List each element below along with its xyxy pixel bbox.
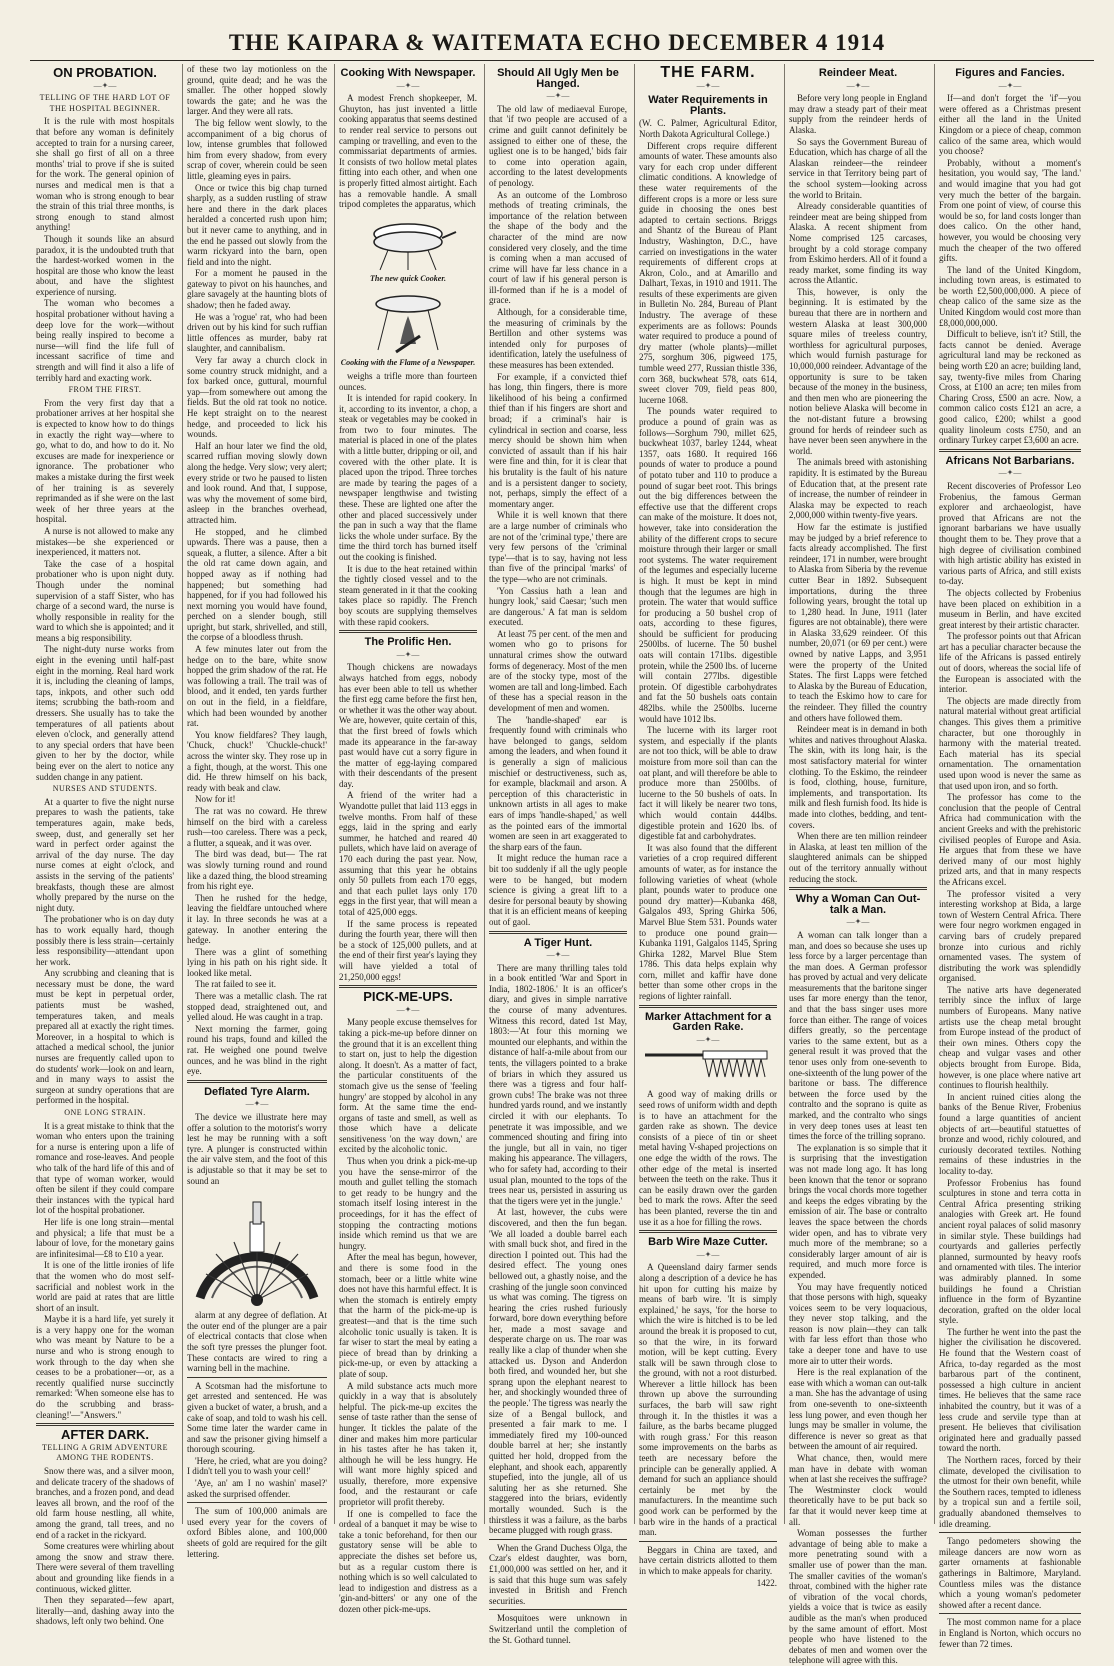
headline-barb-wire-maze-cutter: Barb Wire Maze Cutter.	[648, 1236, 768, 1249]
column-7	[934, 64, 1085, 1649]
paragraph: Probably, without a moment's hesitation, you would say, 'The land.' and would imagine that you had got very much the better of the bargain. From one point of view, of course this would be so, for land costs longer than does calico. On the other hand, however, you would be choosing very much the cheaper of the two offered gifts.	[939, 157, 1081, 264]
paragraph: There are many thrilling tales told in a book entitled 'War and Sport in India, 1802-1806.' It is an officer's diary, and gives in simple narrative the course of many adventures. Witness this record, dated 1st May, 1803:—'At four this morning we mounted our elephants, and within the distance of half-a-mile about from our tents, the villagers pointed to a brake of briars in which they assured us there was a tigress and four half-grown cubs! The brake was not three hundred yards round, and we instantly circled it with our elephants. To penetrate it was impossible, and we commenced shouting and firing into the jungle, but all in vain, no tiger making his appearance. The villagers, who for safety had, according to their usual plan, mounted to the tops of the trees near us, persisted in assuring us that the tigers were yet in the jungle.'	[489, 962, 627, 1206]
paragraph: Take the case of a hospital probationer who is upon night duty. Though under the nominal supervision of a staff Sister, who has charge of a second ward, the nurse is wholly responsible in reality for the ward to which she is appointed; and it means a big responsibility.	[36, 558, 174, 643]
paragraph: 'Yon Cassius hath a lean and hungry look,' said Caesar; 'such men are dangerous.' A fat man is seldom executed.	[489, 585, 627, 628]
ornament: —✦—	[396, 80, 420, 90]
paragraph: The old law of mediaeval Europe, that 'if two people are accused of a crime and guilt cannot definitely be assigned to either one of these, the ugliest one is to be hanged,' bids fair to come into operation again, according to the latest developments of penology.	[489, 103, 627, 188]
paragraph: Many people excuse themselves for taking a pick-me-up before dinner on the ground that it is an excellent thing to start on, just to help the digestion along. It doesn't. As a matter of fact, the particular constituents of the stomach give us the sense of 'feeling hungry' are stopped by alcohol in any form. At the same time the end-organs of taste and smell, as well as those which have a delicate sensitiveness 'on the way down,' are excited by the alcoholic tonic.	[339, 1017, 477, 1155]
divider	[489, 931, 627, 934]
paragraph: The night-duty nurse works from eight in the evening until half-past eight in the morning. Real hard work it is, including the cleaning of lamps, taps, inkpots, and other such odd items; scrubbing the bath-room and dressers. She usually has to take the temperatures of all patients about eleven o'clock, and generally attend to any special orders that have been given to her by the doctor, while being ever on the alert to notice any sudden change in any patient.	[36, 644, 174, 782]
paragraph: The lucerne with its larger root system, and especially if the plants are not too thick, will be able to draw moisture from more soil than can the oat plant, and will therefore be able to produce more than 2500lbs. of lucerne to the 50 bushels of oats. In fact it will likely be nearer two tons, which would contain 444lbs. digestible protein and 1620 lbs. of digestible fat and carbohydrates.	[639, 725, 777, 842]
headline-the-farm: THE FARM.	[660, 64, 756, 81]
paragraph: Though it sounds like an absurd paradox, it is the undoubted truth that the hardest-worked women in the hospital are those who know the least about, and have the slightest experience of nursing.	[36, 233, 174, 297]
headline-should-all-ugly-men-be-hanged: Should All Ugly Men be Hanged.	[497, 67, 619, 90]
paragraph: A mild substance acts much more quickly in a way that is absolutely helpful. The pick-me-up excites the sense of taste rather than the sense of hunger. It tickles the palate of the diner and makes him more particular in his tastes after he has taken it, although he will be less hungry. He will want more highly spiced and usually, therefore, more expensive food, and the restaurant or cafe proprietor will profit thereby.	[339, 1380, 477, 1508]
paragraph: weighs a trifle more than fourteen ounces.	[339, 370, 477, 392]
paragraph: The professor visited a very interesting workshop at Bida, a large town of Western Central Africa. There were four negro workmen engaged in carving bars of crudely prepared bronze into curious and richly ornamented vases. The system of distributing the work was splendidly organised.	[939, 888, 1081, 984]
paragraph: Her life is one long strain—mental and physical; a life that must be a labour of love, for the monetary gains are infinitesimal—£8 to £10 a year.	[36, 1216, 174, 1259]
paragraph: How far the estimate is justified may be judged by a brief reference to facts already accomplished. The first reindeer, 171 in number, were brought to Alaska from Siberia by the revenue cutter Bear in 1892. Subsequent importations, during the three following years, brought the total up to 1,280 head. In June, 1911 (later figures are not obtainable), there were in Alaska 33,629 reindeer. Of this number, 20,071 (or 69 per cent.) were owned by native Lapps, and 3,951 were the property of the United States. The first Lapps were fetched to Alaska by the Bureau of Education, to teach the Eskimo how to care for the reindeer. They filled the country and others have followed them.	[789, 521, 927, 723]
divider	[187, 1502, 327, 1503]
paragraph: Mosquitoes were unknown in Switzerland until the completion of the St. Gothard tunnel.	[489, 1613, 627, 1645]
paragraph: So says the Government Bureau of Education, which has charge of all the Alaskan reindeer—the reindeer service in that Territory being part of the school system—looking across the world to Britain.	[789, 136, 927, 200]
ornament: —✦—	[396, 649, 420, 659]
paragraph: After the meal has begun, however, and there is some food in the stomach, beer or a little white wine does not have this harmful effect. It is when the stomach is entirely empty that the harm of the pick-me-up is greatest—and that is the time such alcoholic tonic usually is taken. It is far wiser to start the meal by eating a piece of bread than by drinking a pick-me-up, or even by attacking a plate of soup.	[339, 1252, 477, 1379]
column-1	[32, 64, 178, 1627]
paragraph: If the same process is repeated during the fourth year, there will then be a stock of 125,000 pullets, and at the end of their first year's laying they will have yielded a total of 21,250,000 eggs!	[339, 918, 477, 982]
caption: Cooking with the Flame of a Newspaper.	[340, 358, 476, 368]
byline: (W. C. Palmer, Agricultural Editor, North Dakota Agricultural College.)	[639, 118, 777, 139]
paragraph: 'Here, he cried, what are you doing? I didn't tell you to wash your cell!'	[187, 1455, 327, 1477]
paragraph: From the very first day that a probationer arrives at her hospital she is expected to know how to do things in exactly the right way—where to go, what to do, and how to do it. No excuses are made for inexperience or ignorance. The probationer who makes a mistake during the first week of her training is as severely reprimanded as if she were on the last week of her three years at the hospital.	[36, 397, 174, 525]
paragraph: A friend of the writer had a Wyandotte pullet that laid 113 eggs in twelve months. From half of these eggs, laid in the spring and early summer, he hatched and reared 40 pullets, which have laid on average of 170 each during the past year. Now, assuming that this year he obtains only 50 pullets from each 170 eggs, and that each pullet lays only 170 eggs in the first year, that will mean a total of 425,000 eggs.	[339, 790, 477, 917]
paragraph: Some creatures were whirling about among the snow and straw there. There were several of them travelling about and grounding like fiends in a continuous, wicked glitter.	[36, 1541, 174, 1594]
paragraph: alarm at any degree of deflation. At the outer end of the plunger are a pair of electrical contacts that close when the soft tyre presses the plunger foot. These contacts are wired to ring a warning bell in the machine.	[187, 1310, 327, 1374]
paragraph: Professor Frobenius has found sculptures in stone and terra cotta in Central Africa presenting striking analogies with Greek art. He found ancient royal palaces of solid masonry in similar style. These buildings had courtyards and galleries perfectly planned, surmounted by heavy roofs and ornamented with tiles. The interior was admirably planned. In some buildings he found a Christian influence in the form of Byzantine decoration, grafted on the older local style.	[939, 1177, 1081, 1326]
column-2	[182, 64, 331, 1559]
paragraph: It is intended for rapid cookery. In it, according to its inventor, a chop, a steak or vegetables may be cooked in from two to four minutes. The material is placed in one of the plates with a little butter, dripping or oil, and covered with the other plate. It is placed upon the tripod. Three torches are made by tearing the pages of a newspaper lengthwise and twisting these. These are lighted one after the other and placed successively under the pan in such a way that the flame licks the whole under surface. By the time the third torch has burned itself out the cooking is finished.	[339, 393, 477, 562]
paragraph: Difficult to believe, isn't it? Still, the facts cannot be denied. Average agricultural land may be reckoned as being worth £20 an acre; building land, say, twenty-five miles from Charing Cross, at £100 an acre; ten miles from Charing Cross, £500 an acre. Now, a common calico costs £121 an acre, a good calico, £200; whilst a good quality linoleum costs £750, and an ordinary Turkey carpet £3,600 an acre.	[939, 329, 1081, 446]
ornament: —✦—	[696, 1249, 720, 1259]
column-4	[484, 64, 631, 1645]
column-5	[634, 64, 781, 1588]
paragraph: The professor points out that African art has a peculiar character because the life of the Africans is passed entirely out of doors, whereas the social life of the European is associated with the interior.	[939, 631, 1081, 695]
paragraph: The rat was no coward. He threw himself on the bird with a careless rush—too careless. There was a peck, a flutter, a squeak, and it was over.	[187, 805, 327, 848]
paragraph: The woman who becomes a hospital probationer without having a deep love for the work—without being really inspired to become a nurse—will find the life full of incessant sacrifice of time and strength and will find it also a life of terribly hard and exacting work.	[36, 298, 174, 383]
paragraph: It might reduce the human race a bit too suddenly if all the ugly people were to be hanged, but modern science is giving a great lift to a desire for personal beauty by showing that it is an efficient means of keeping out of gaol.	[489, 853, 627, 927]
paragraph: There was a glint of something lying in his path on his right side. It looked like metal.	[187, 946, 327, 978]
paragraph: Before very long people in England may draw a steady part of their meat supply from the reindeer herds of Alaska.	[789, 93, 927, 135]
divider	[187, 1080, 327, 1083]
paragraph: The native arts have degenerated terribly since the influx of large numbers of Europeans. Many native artists use the cheap metal brought from Europe instead of the product of their own mines. Others copy the cheap and vulgar vases and other objects brought from Europe. Bida, however, is one place where native art continues to flourish healthily.	[939, 984, 1081, 1091]
paragraph: The professor has come to the conclusion that the people of Central Africa had communication with the ancient Greeks and with the prehistoric civilised peoples of Europe and Asia. He argues that from these we have derived many of our most highly prized arts, and that in many respects the Africans excel.	[939, 792, 1081, 887]
paragraph: A Queensland dairy farmer sends along a description of a device he has hit upon for cutting his maize by means of barb wire. 'It is simply explained,' he says, 'for the horse to which the wire is hitched is to be led around the break it is proposed to cut, so that the wire, in its forward motion, will be kept cutting. Every stalk will be sawn through close to the ground, with not a root disturbed. Wherever a little hillock has been thrown up above the surrounding surfaces, the barb will saw right through it. In the thistles it was a failure, as the barbs became plugged with rough grass.' For this reason some improvements on the barbs as teeth are necessary before the principle can be generally applied. A demand for such an appliance should certainly be met by the manufacturers. In the meantime such good work can be performed by the barb wire in the hands of a practical man.	[639, 1262, 777, 1538]
paragraph: Reindeer meat is in demand in both whites and natives throughout Alaska. The skin, with its long hair, is the most satisfactory material for winter clothing. To the Eskimo, the reindeer is food, clothing, house, furniture, implements, and transportation. Its milk and flesh furnish food. Its hide is made into clothes, bedding, and tent-covers.	[789, 724, 927, 830]
paragraph: The Northern races, forced by their climate, developed the civilisation to the utmost for their own benefit, while the Southern races, tempted to idleness by a tropical sun and a fertile soil, gradually abandoned themselves to idle dreaming.	[939, 1455, 1081, 1529]
paragraph: At a quarter to five the night nurse prepares to wash the patients, take temperatures again, make beds, sweep, dust, and generally set her ward in perfect order against the arrival of the day nurse. The day nurse comes at eight o'clock, and assists in the serving of the patients' breakfasts, though these are almost wholly prepared by the nurse on the night duty.	[36, 796, 174, 913]
masthead: THE KAIPARA & WAITEMATA ECHO DECEMBER 4 1914	[228, 30, 886, 55]
divider	[639, 1005, 777, 1008]
paragraph: The further he went into the past the higher the civilisation he discovered. He found that the Western coast of Africa, to-day regarded as the most barbarous part of the continent, possessed a high culture in ancient times. He believes that the same race inhabited the country, but it was of a less crude and servile type than at present. He believes that civilisation originated here and gradually passed toward the north.	[939, 1326, 1081, 1454]
paragraph: Different crops require different amounts of water. These amounts also vary for each crop under different climatic conditions. A knowledge of these water requirements of the different crops is a more or less sure guide in choosing the ones best adapted to certain sections. Briggs and Shantz of the Bureau of Plant Industry, Washington, D.C., have carried on investigations in the water requirements of different crops at Akron, Colo., and at Amarillo and Dalhart, Texas, in 1910 and 1911. The results of these experiments are given in Bulletin No. 284, Bureau of Plant Industry. The average of these experiments are as follows: Pounds water required to produce a pound of dry matter (whole plants)—millet 275, sorghum 306, pigweed 175, tumble weed 277, Russian thistle 336, corn 368, buckwheat 578, oats 614, sweet clover 709, field peas 800, lucerne 1068.	[639, 140, 777, 405]
paragraph: Already considerable quantities of reindeer meat are being shipped from Alaska. A recent shipment from Nome comprised 125 carcases, brought by a cold storage company from Eskimo herders. All of it found a ready market, some finding its way across the Atlantic.	[789, 201, 927, 286]
paragraph: If one is compelled to face the ordeal of a banquet it may be wise to take a tonic beforehand, for then our gustatory sense will be able to appreciate the dishes set before us, but as a regular custom there is nothing which is so well calculated to lead to indigestion and distress as a 'gin-and-bitters' or any one of the dozen other pick-me-ups.	[339, 1508, 477, 1614]
paragraph: You know fieldfares? They laugh, 'Chuck, chuck!' 'Chuckle-chuck!' across the winter sky. They rose up in a fight, though, at the worst. This one did. He threw himself on his back, ready with beak and claw.	[187, 729, 327, 793]
paragraph: Snow there was, and a silver moon, and delicate tracery of the shadows of branches, and a frozen pond, and dead leaves all brown, and the roof of the old farm house nestling, all white, among the grand, tall trees, and no end of a racket in the rickyard.	[36, 1466, 174, 1540]
paragraph: Thus when you drink a pick-me-up you have the sense-mirror of the mouth and gullet telling the stomach to get ready to be hungry and the stomach itself losing interest in the proceedings, for it has the effect of stopping the contracting motions inside which remind us that we are hungry.	[339, 1156, 477, 1251]
headline-the-prolific-hen: The Prolific Hen.	[364, 636, 452, 649]
paragraph: The objects are made directly from natural material without great artificial changes. This gives them a primitive character, but one thoroughly in harmony with the material treated. Each material has its special ornamentation. The ornamentation used upon wood is never the same as that used upon iron, and so forth.	[939, 695, 1081, 791]
paragraph: Beggars in China are taxed, and have certain districts allotted to them in which to make appeals for charity.	[639, 1544, 777, 1576]
paragraph: The probationer who is on day duty has to work equally hard, though possibly there is less strain—certainly less responsibility—attendant upon her work.	[36, 914, 174, 967]
paragraph: Any scrubbing and cleaning that is necessary must be done, the ward must be kept in perpetual order, patients must be washed, temperatures taken, and meals prepared all at exactly the right times. Moreover, in a hospital to which is attached a medical school, the junior nurses are frequently called upon to do students' work—look on and learn, and in many ways to assist the surgeon at sundry operations that are performed in the hospital.	[36, 968, 174, 1106]
paragraph: The 'handle-shaped' ear is frequently found with criminals who have belonged to gangs, seldom among the leaders, and when found it is generally a sign of malicious mischief or destructiveness, such as, for example, blackmail and arson. A perception of this characteristic in unknown artists in all ages to make ears of imps 'handle-shaped,' as well as the pointed ears of the immortal women are seen in art exaggerated to the sharp ears of the faun.	[489, 714, 627, 852]
divider	[939, 1613, 1081, 1614]
newspaper-flame-illustration	[358, 286, 458, 356]
paragraph: A nurse is not allowed to make any mistakes—be she experienced or inexperienced, it matters not.	[36, 525, 174, 558]
paragraph: As an outcome of the Lombroso methods of treating criminals, the importance of the relation between the shape of the body and the character of the mind are now considered very closely, and the time is coming when a man accused of crime will have far less chance in a court of law if his general person is ill-formed than if he is a model of grace.	[489, 189, 627, 306]
paragraph: Though chickens are nowadays always hatched from eggs, nobody has ever been able to tell us whether the first egg came before the first hen, or whether it was the other way about. We are, however, quite certain of this, that the first breed of fowls which made its appearance in the far-away past would have cut a sorry figure in the matter of egg-laying compared with their descendants of the present day.	[339, 662, 477, 789]
quick-cooker-illustration	[358, 212, 458, 272]
paragraph: The big fellow went slowly, to the accompaniment of a big chorus of low, intense grumbles that followed him from every shadow, from every scrap of cover, wherein could be seen little, gleaming eyes in pairs.	[187, 117, 327, 181]
headline-pick-me-ups: PICK-ME-UPS.	[363, 989, 453, 1005]
paragraph: It is due to the heat retained within the tightly closed vessel and to the steam generated in it that the cooking takes place so rapidly. The French boy scouts are supplying themselves with these rapid cookers.	[339, 563, 477, 627]
paragraph: You may have frequently noticed that those persons with high, squeaky voices seem to be very loquacious, they never stop talking, and the reason is now plain—they can talk with far less effort than those who take a deeper tone and have to use more air to utter their words.	[789, 1281, 927, 1366]
ornament: —✦—	[846, 80, 870, 90]
headline-why-a-woman-can-out-talk-a-man: Why a Woman Can Out-talk a Man.	[795, 893, 921, 916]
divider	[36, 1423, 174, 1426]
paragraph: When there are ten million reindeer in Alaska, at least ten million of the slaughtered animals can be shipped out of the territory annually without reducing the stock.	[789, 831, 927, 884]
ornament: —✦—	[998, 80, 1022, 90]
ornament: —✦—	[93, 80, 117, 90]
paragraph: At least 75 per cent. of the men and women who go to prisons for unnatural crimes show the outward forms of degeneracy. Most of the men are of the stocky type, most of the women are tall and long-limbed. Each of these has a special reason in the development of men and women.	[489, 628, 627, 714]
paragraph: The objects collected by Frobenius have been placed on exhibition in a museum in Berlin, and have excited great interest by their artistic character.	[939, 587, 1081, 630]
paragraph: A Scotsman had the misfortune to get arrested and sentenced. He was given a bucket of water, a brush, and a cake of soap, and told to wash his cell. Some time later the warder came in and saw the prisoner giving himself a thorough scouring.	[187, 1380, 327, 1455]
headline-a-tiger-hunt: A Tiger Hunt.	[523, 936, 593, 949]
ornament: —✦—	[998, 468, 1022, 478]
headline-on-probation: ON PROBATION.	[53, 65, 157, 80]
paragraph: The explanation is so simple that it is surprising that the investigation was not made long ago. It has long been known that the tenor or soprano brings the vocal chords more together and keeps the edges vibrating by the emission of air. The base or contralto leaves the space between the chords wider open, and has to vibrate very much more of the membrane; so a considerably larger amount of air is required, and much more force is expended.	[789, 1142, 927, 1280]
masthead-rule	[30, 60, 1094, 61]
paragraph: A few minutes later out from the hedge on to the bare, white snow hopped the grim shadow of the rat. He was following a trail. The trail was of blood, and it ended, ten yards further on out in the field, in a fieldfare, which had been wounded by another rat.	[187, 644, 327, 729]
paragraph: He was a 'rogue' rat, who had been driven out by his kind for such ruffian little offences as murder, baby rat slaughter, and cannibalism.	[187, 311, 327, 354]
headline-water-requirements: Water Requirements in Plants.	[648, 94, 768, 117]
ornament: —✦—	[546, 950, 570, 960]
divider	[939, 449, 1081, 452]
paragraph: If—and don't forget the 'if'—you were offered as a Christmas present either all the land in the United Kingdom or a piece of cheap, common calico of the same area, which would you choose?	[939, 93, 1081, 157]
paragraph: It is one of the little ironies of life that the women who do most self-sacrificial and noblest work in the world are paid at rates that are little short of an insult.	[36, 1260, 174, 1313]
paragraph: 'Aye, an' am I no washin' masel?' asked the surprised offender.	[187, 1478, 327, 1499]
divider	[789, 887, 927, 890]
paragraph: A good way of making drills or seed rows of uniform width and depth is to have an attachment for the garden rake as shown. The device consists of a piece of tin or sheet metal having V-shaped projections on one edge the width of the rows. The other edge of the metal is inserted between the teeth on the rake. Thus it can be easily drawn over the garden bed to mark the rows. After the seed has been planted, reverse the tin and use it as a hoe for filling the rows.	[639, 1089, 777, 1227]
paragraph: The land of the United Kingdom, including town areas, is estimated to be worth £2,500,000,000. A piece of cheap calico of the same size as the United Kingdom would cost more than £8,000,000,000.	[939, 264, 1081, 328]
paragraph: This, however, is only the beginning. It is estimated by the bureau that there are in northern and western Alaska at least 300,000 square miles of treeless country, worthless for agricultural purposes, which would furnish pasturage for 10,000,000 reindeer. Advantage of the opportunity is sure to be taken because of the money in the business, and then men who are pioneering the notion believe Alaska will become in the not-distant future a browsing ground for herds of reindeer such as have never been seen anywhere in the world.	[789, 286, 927, 456]
paragraph: Then he rushed for the hedge, leaving the fieldfare untouched where it lay. In three seconds he was at a gateway. In another entering the hedge.	[187, 892, 327, 946]
paragraph: For example, if a convicted thief has long, thin fingers, there is more likelihood of his being a confirmed thief than if his fingers are short and broad; if a criminal's hair is cylindrical in section and coarse, less mercy should be shown him when convicted of assault than if his hair were fine and thin, for it is clear that his brutality is the fault of his nature and is a persistent danger to society, not, perhaps, simply the effect of a momentary anger.	[489, 371, 627, 509]
paragraph: When the Grand Duchess Olga, the Czar's eldest daughter, was born, £1,000,000 was settled on her, and it is said that this huge sum was safely invested in British and French securities.	[489, 1542, 627, 1606]
divider	[339, 985, 477, 988]
paragraph: What chance, then, would mere man have in debate with woman when at last she receives the suffrage? The Westminster clock would theoretically have to be put back so far that it would never keep time at all.	[789, 1453, 927, 1527]
divider	[489, 1539, 627, 1540]
paragraph: The most common name for a place in England is Norton, which occurs no fewer than 72 times.	[939, 1617, 1081, 1649]
headline-figures-and-fancies: Figures and Fancies.	[955, 67, 1065, 79]
divider	[339, 630, 477, 633]
section-heading: FROM THE FIRST.	[68, 385, 142, 395]
paragraph: Then they separated—few apart, literally—and, dashing away into the shadows, left only two behind. One	[36, 1595, 174, 1627]
paragraph: Although, for a considerable time, the measuring of criminals by the Bertillon and other systems was intended only for purposes of identification, lately the usefulness of these measures has been extended.	[489, 307, 627, 371]
paragraph: It was also found that the different varieties of a crop required different amounts of water, as for instance the following varieties of wheat (whole plant, pounds water to produce one pound dry matter)—Kubanka 468, Galgalos 493, Spring Ghirka 506, Marvel Blue Stem 531. Pounds water to produce one pound grain—Kubanka 1191, Galgalos 1145, Spring Ghirka 1282, Marvel Blue Stem 1786. This data helps explain why corn, millet and kaffir have done better than some other crops in the regions of lighter rainfall.	[639, 842, 777, 1002]
caption: The new quick Cooker.	[369, 273, 446, 283]
subheadline: TELLING A GRIM ADVENTURE AMONG THE RODENTS.	[42, 1442, 168, 1463]
paragraph: A modest French shopkeeper, M. Ghuyton, has just invented a little cooking apparatus that seems destined to render real service to persons out camping or travelling, and even to the commissariat departments of armies. It consists of two hollow metal plates fitting into each other, and when one is properly fitted almost airtight. Each has a removable handle. A small tripod completes the apparatus, which	[339, 93, 477, 210]
tyre-alarm-illustration	[192, 1188, 322, 1308]
subheadline: TELLING OF THE HARD LOT OF THE HOSPITAL BEGINNER.	[39, 93, 171, 113]
paragraph: It is the rule with most hospitals that before any woman is definitely accepted to train for a nursing career, she shall go first of all on a three months' trial to prove if she is suited for the work. The general opinion of nurses and medical men is that a woman who is strong enough to bear the strain of this trial three months, is strong enough to stand almost anything!	[36, 116, 174, 233]
paragraph: It is a great mistake to think that the woman who enters upon the training for a nurse is entering upon a life of romance and rose-leaves. And people who talk of the hard life of this and of that type of woman worker, would often be silent if they could compare their instances with the typical hard lot of the hospital probationer.	[36, 1120, 174, 1216]
headline-africans-not-barbarians: Africans Not Barbarians.	[945, 454, 1075, 467]
column-3	[334, 64, 481, 1614]
ornament: —✦—	[696, 1034, 720, 1044]
rake-marker-illustration	[643, 1047, 773, 1087]
paragraph: In ancient ruined cities along the banks of the Benue River, Frobenius found a large quantities of ancient objects of art—beautiful statuettes of bronze and wood, richly coloured, and curiously decorated textiles. Nothing remains of these industries in the locality to-day.	[939, 1091, 1081, 1176]
ornament: —✦—	[396, 1004, 420, 1014]
paragraph: Half an hour later we find the old, scarred ruffian moving slowly down along the hedge. Very slow; very alert; every stride or two he paused to listen and look round. And that, I suppose, was why the movement of some bird, asleep in the branches overhead, attracted him.	[187, 440, 327, 525]
divider	[489, 1609, 627, 1610]
paragraph: The pounds water required to produce a pound of grain was as follows—Sorghum 790, millet 625, buckwheat 1037, barley 1244, wheat 1357, oats 1680. It required 166 pounds of water to produce a pound of potato tuber and 110 to produce a pound of sugar beet root. This brings out the big differences between the effective use that the different crops can make of the moisture. It does not, however, take into consideration the ability of the different crops to secure moisture through their larger or small root systems. The water requirement of the legumes and especially lucerne is high. It must be kept in mind though that the legumes are high in protein. The water that would suffice for producing a 50 bushel crop of oats, according to these figures, should be sufficient for producing 2500lbs. of lucerne. The 50 bushel oats will contain 171lbs. digestible protein, while the 2500 lbs. of lucerne will contain 277lbs. digestible protein. Of digestible carbohydrates and fat the 50 bushels oats contain 482lbs. while the 2500lbs. lucerne would have 1012 lbs.	[639, 406, 777, 724]
ornament: —✦—	[546, 91, 570, 101]
paragraph: There was a metallic clash. The rat stopped dead, straightened out, and yelled aloud. He was caught in a trap.	[187, 991, 327, 1023]
paragraph: The animals breed with astonishing rapidity. It is estimated by the Bureau of Education that, at the present rate of increase, the number of reindeer in Alaska may be expected to reach 2,000,000 within twenty-five years.	[789, 457, 927, 521]
headline-marker-attachment: Marker Attachment for a Garden Rake.	[644, 1010, 772, 1034]
paragraph: Tango pedometers showing the mileage dancers are now worn as garter ornaments at fashionable gatherings in Baltimore, Maryland. Countless miles was the distance which a young woman's pedometer showed after a recent dance.	[939, 1536, 1081, 1610]
paragraph: A woman can talk longer than a man, and does so because she uses up less force by a larger percentage than the man does. A German professor has proved by actual and very delicate measurements that the baritone singer uses far more energy than the tenor, and that the bass singer uses more force than either. The range of voices differs greatly, so the percentage varies to the same extent, but as a general result it was proved that the tenor uses only from one-seventh to one-sixteenth of the lung power of the baritone or bass. The difference between the force used by the contralto and the soprano is quite as marked, and the contralto who sings in very deep tones uses at least ten times the force of the trilling soprano.	[789, 929, 927, 1142]
ornament: —✦—	[696, 80, 720, 90]
section-heading: NURSES AND STUDENTS.	[52, 784, 158, 794]
paragraph: The sum of 100,000 animals are used every year for the covers of oxford Bibles alone, and 100,000 sheets of gold are required for the gilt lettering.	[187, 1506, 327, 1559]
paragraph: of these two lay motionless on the ground, quite dead; and he was the smaller. The other hopped slowly towards the gate; and he was the larger. And they were all rats.	[187, 64, 327, 117]
paragraph: Maybe it is a hard life, yet surely it is a very happy one for the woman who was meant by Nature to be a nurse and who is strong enough to work through to the day when she ceases to be a probationer—or, as a recently qualified nurse succinctly remarked: 'When someone else has to do the scrubbing and brass-cleaning!'—"Answers."	[36, 1314, 174, 1420]
divider	[939, 1532, 1081, 1533]
paragraph: Recent discoveries of Professor Leo Frobenius, the famous German explorer and archaeologist, have proved that Africans are not the ignorant barbarians we have usually thought them to be. They prove that a high degree of civilisation combined with high artistic ability has existed in various parts of Africa, and still exists to-day.	[939, 480, 1081, 587]
paragraph: Next morning the farmer, going round his traps, found and killed the rat. He weighed one pound twelve ounces, and he was blind in the right eye.	[187, 1023, 327, 1077]
paragraph: While it is well known that there are a large number of criminals who are not of the 'criminal type,' there are very few persons of the 'criminal type'—that is to say, having not less than five of the principal 'marks' of the type—who are not criminals.	[489, 510, 627, 584]
paragraph: For a moment he paused in the gateway to pivot on his haunches, and glare savagely at the haunting blots of shadow; then he faded away.	[187, 268, 327, 311]
divider	[187, 1377, 327, 1378]
item-number: 1422.	[756, 1577, 777, 1588]
paragraph: Woman possesses the further advantage of being able to make a more penetrating sound with a smaller use of power than the man. The smaller cavities of the woman's throat, combined with the higher rate of vibration of the vocal chords, yields a voice that is twice as easily audible as the man's when produced by the same amount of effort. Most people who have listened to the debates of men and women over the telephone will agree with this.	[789, 1528, 927, 1666]
divider	[639, 1230, 777, 1233]
divider	[639, 1541, 777, 1542]
headline-reindeer-meat: Reindeer Meat.	[818, 67, 898, 79]
headline-after-dark: AFTER DARK.	[60, 1427, 150, 1443]
paragraph: Here is the real explanation of the ease with which a woman can out-talk a man. She has the advantage of using from one-seventh to one-sixteenth less lung power, and even though her lungs may be smaller in volume, the difference is never so great as that between the amount of air required.	[789, 1367, 927, 1452]
paragraph: The device we illustrate here may offer a solution to the motorist's worry lest he may be running with a soft tyre. A plunger is constructed within the air valve stem, and the foot of this is adjustable so that it may be set to sound an	[187, 1112, 327, 1186]
headline-cooking-with-newspaper: Cooking With Newspaper.	[340, 67, 476, 79]
ornament: —✦—	[846, 917, 870, 927]
paragraph: Once or twice this big chap turned sharply, as a sudden rustling of straw here and there in the dark places heralded a concerted rush upon him; but it never came to anything, and in the end he passed out slowly from the warm rickyard into the barn, open field and into the night.	[187, 182, 327, 267]
ornament: —✦—	[245, 1099, 269, 1109]
paragraph: The rat failed to see it.	[195, 979, 276, 990]
headline-deflated-tyre-alarm: Deflated Tyre Alarm.	[204, 1085, 310, 1098]
paragraph: Now for it!	[195, 794, 236, 805]
paragraph: Very far away a church clock in some country struck midnight, and a fox barked once, guttural, mournful yap—from somewhere out among the fields. But the old rat took no notice. He kept straight on to the nearest hedge, and proceeded to lick his wounds.	[187, 355, 327, 440]
paragraph: The bird was dead, but— The rat was slowly turning round and round like a dazed thing, the blood streaming from his right eye.	[187, 849, 327, 892]
section-heading: ONE LONG STRAIN.	[64, 1108, 146, 1117]
paragraph: He stopped, and he climbed upwards. There was a pause, then a squeak, a flutter, a silence. After a bit the old rat came down again, and hopped away as if nothing had happened; but something had happened, for if you had followed his next morning you would have found, perched on a slender bough, still upright, but stark, shrivelled, and still, the corpse of a bloodless thrush.	[187, 526, 327, 643]
column-6	[784, 64, 931, 1666]
paragraph: At last, however, the cubs were discovered, and then the fun began. 'We all loaded a double barrel each with small buck shot, and fired in the direction I pointed out. This had the desired effect. The young ones bellowed out, a ghastly noise, and the crashing of the jungle soon convinced us what was coming. The tigress on hearing the cries rushed furiously forward, bore down everything before her, made a most savage and desperate charge on us. The roar was really like a clap of thunder when she attacked us. Dyson and Anderdon both fired, and wounded her, but she sprang upon the elephant nearest to her, and shockingly wounded three of the people.' The tigress was nearly the size of a Bengal bullock, and presented a fair mark to me. I immediately fired my 100-ounced double barrel at her; she instantly quitted her hold, dropped from the elephant, and shook each, apparently stupefied, into the jungle, all of us saluting her as she returned. She staggered into the briars, evidently mortally wounded. Such is the thirstless it was a failure, as the barbs became plugged with rough grass.	[489, 1207, 627, 1536]
